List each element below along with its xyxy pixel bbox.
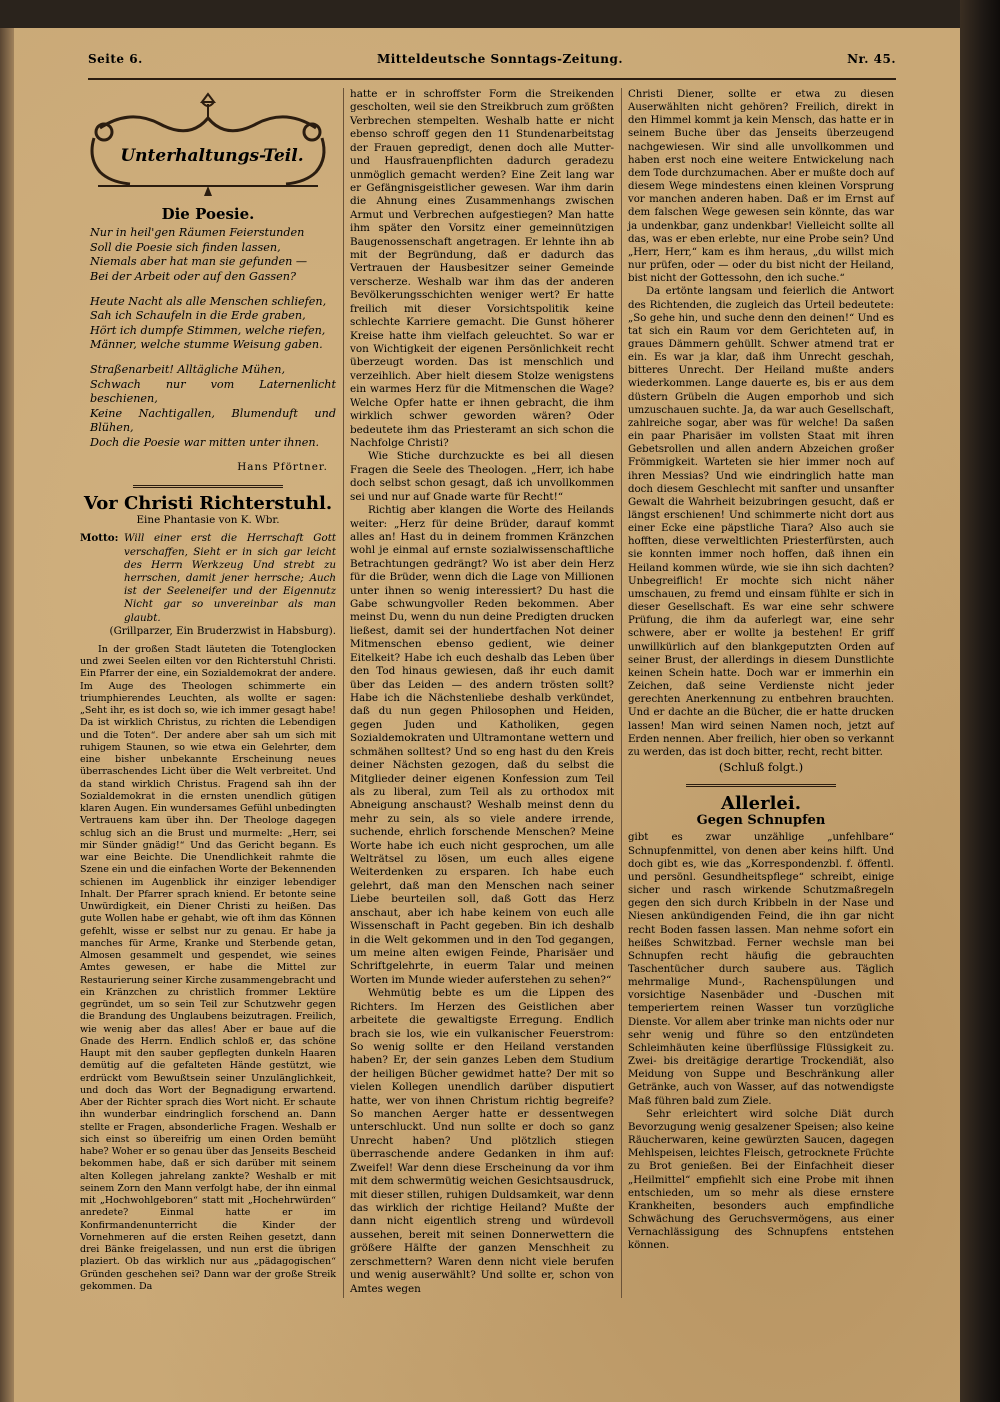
issue-number: Nr. 45. [847, 52, 896, 66]
separator-rule [686, 784, 836, 787]
story-paragraph: Da ertönte langsam und feierlich die Antwort des Richtenden, die zugleich das Urteil bedeutete: „So gehe hin, und suche denn den deinen!“ Und es tat sich ein Raum vor dem Gerichteten auf, in graues Dämmern gehüllt. Schwer atmend trat er ein. Es war ja klar, daß ihm Unrecht geschah, bitteres Unrecht. Der Heiland mußte anders wiederkommen. Lange dauerte es, bis er aus dem düstern Grübeln die Augen emporhob und sich umzuschauen suchte. Ja, da war auch Gesellschaft, zahlreiche sogar, aber was für welche! Da saßen ein paar Pharisäer im vollsten Staat mit ihren Gebetsrollen und allen andern Abzeichen großer Frömmigkeit. Warteten sie hier immer noch auf ihren Messias? Und wie eindringlich hatte man doch diesem Geschlecht mit sanfter und unsanfter Gewalt die Wahrheit beizubringen gesucht, daß er längst erschienen! Und schimmerte nicht dort aus einer Ecke eine päpstliche Tiara? Also auch sie hofften, diese verweltlichten Priesterfürsten, auch sie konnten immer noch hoffen, daß ihnen ein Heiland kommen würde, wie sie ihn sich dachten? Unbegreiflich! Er mochte sich nicht näher umschauen, zu fremd und einsam fühlte er sich in dieser Gesellschaft. Es war eine sehr schwere Prüfung, die ihm da auferlegt war, eine sehr schwere, aber er wollte ja bestehen! Er griff unwillkürlich auf den blankgeputzten Orden auf seiner Brust, der allerdings in diesem Dunstlichte keinen Schein hatte. Doch war er immerhin ein Zeichen, daß seine Verdienste nicht jeder gerechten Anerkennung zu entbehren brauchten. Und er dachte an die Bücher, die er hatte drucken lassen! Man wird seinen Namen noch, jetzt auf Erden nennen. Aber freilich, hier oben so verkannt zu werden, das ist doch bitter, recht, recht bitter. [628, 286, 894, 758]
column-divider [343, 88, 344, 1298]
book-spine [960, 0, 1000, 1402]
poem-line: Schwach nur vom Laternenlicht beschienen, [90, 377, 336, 406]
page-number: Seite 6. [88, 52, 143, 66]
story-subtitle: Eine Phantasie von K. Wbr. [136, 514, 280, 527]
poem-author: Hans Pförtner. [237, 460, 328, 473]
poem-line: Männer, welche stumme Weisung gaben. [90, 338, 323, 352]
motto-source: (Grillparzer, Ein Bruderzwist in Habsburg). [109, 624, 336, 637]
poem-line: Heute Nacht als alle Menschen schliefen, [90, 294, 327, 308]
column-1 [80, 88, 336, 1293]
misc-paragraph: Sehr erleichtert wird solche Diät durch Bevorzugung wenig gesalzener Speisen; also keine Räucherwaren, keine gewürzten Saucen, dagegen Mehlspeisen, leichtes Fleisch, getrocknete Früchte zu Brot genießen. Bei der Einfachheit dieser „Heilmittel“ empfiehlt sich eine Probe mit ihnen entschieden, um so mehr als diese ernstere Krankheiten, besonders auch empfindliche Schwächung des Geruchsvermögens, aus einer Vernachlässigung des Schnupfens entstehen können. [628, 1108, 894, 1252]
misc-subtitle: Gegen Schnupfen [696, 813, 826, 829]
separator-rule [133, 485, 283, 488]
poem-line: Bei der Arbeit oder auf den Gassen? [90, 270, 296, 284]
header-rule [88, 78, 896, 80]
motto-label: Motto: [80, 532, 119, 545]
poem-line: Hört ich dumpfe Stimmen, welche riefen, [90, 323, 326, 337]
story-paragraph: In der großen Stadt läuteten die Totenglocken und zwei Seelen eilten vor den Richterstuhl Christi. Ein Pfarrer der eine, ein Sozialdemokrat der andere. Im Auge des Theologen schimmerte ein triumphierendes Leuchten, als wollte er sagen: „Seht ihr, es ist doch so, wie ich immer gesagt habe! Da ist wirklich Christus, zu richten die Lebendigen und die Toten“. Der andere aber sah um sich mit ruhigem Staunen, so wie etwa ein Gelehrter, dem eine bisher unbekannte Erscheinung neues überraschendes Licht über die Welt verbreitet. Und da stand wirklich Christus. Fragend sah ihn der Sozialdemokrat in die ernsten unendlich gütigen klaren Augen. Ein wundersames Gefühl unbedingten Vertrauens kam über ihn. Der Theologe dagegen schlug sich an die Brust und murmelte: „Herr, sei mir Sünder gnädig!“ Und das Gericht begann. Es war eine Beichte. Die Unendlichkeit rahmte die Szene ein und die einfachen Worte der Bekennenden schienen im Augenblick ihr einziger lebendiger Inhalt. Der Pfarrer sprach kniend. Er betonte seine Unwürdigkeit, ein Diener Christi zu heißen. Das gute Wollen habe er gehabt, wie oft ihm das Können gefehlt, wisse er selbst nur zu genau. Er habe ja manches für Arme, Kranke und Sterbende getan, Almosen gesammelt und gespendet, wie seines Amtes gewesen, er habe die Mittel zur Restaurierung seiner Kirche zusammengebracht und ein Kränzchen zu christlich frommer Lektüre gegründet, um so sein Teil zur Schutzwehr gegen die Brandung des Unglaubens beizutragen. Freilich, wie wenig aber das alles! Aber er baue auf die Gnade des Herrn. Endlich schloß er, das schöne Haupt mit den sauber gepflegten dunkeln Haaren demütig auf die gefalteten Hände gestützt, wie erdrückt vom Bewußtsein seiner Unzulänglichkeit, und doch das Wort der Begnadigung erwartend. Aber der Richter sprach dies Wort nicht. Er schaute ihn wunderbar eindringlich forschend an. Dann stellte er Fragen, absonderliche Fragen. Weshalb er sich einst so übereifrig um einen Orden bemüht habe? Woher er so genau über das Jenseits Bescheid bekommen habe, daß er sich darüber mit seinem alten Kollegen jahrelang zankte? Weshalb er mit seinem Zorn den Mann verfolgt habe, der ihn einmal mit „Hochwohlgeboren“ statt mit „Hochehrwürden“ anredete? Einmal hatte er im Konfirmandenunterricht die Kinder der Vornehmeren auf die ersten Reihen gesetzt, dann drei Bänke freigelassen, und nun erst die übrigen plaziert. Ob das wirklich nur aus „pädagogischen“ Gründen geschehen sei? Dann war der große Streik gekommen. Da [80, 643, 336, 1292]
poem-line: Sah ich Schaufeln in die Erde graben, [90, 309, 306, 323]
poem-line: Straßenarbeit! Alltägliche Mühen, [90, 363, 286, 376]
story-title: Vor Christi Richterstuhl. [83, 492, 333, 514]
motto [80, 532, 336, 638]
story-paragraph: hatte er in schroffster Form die Streikenden gescholten, weil sie den Streikbruch zum größten Verbrechen stempelten. Weshalb hatte er nicht ebenso schroff gegen den 11 Stundenarbeitstag der Frauen gepredigt, denen doch alle Mutter- und Hausfrauenpflichten dadurch geradezu unmöglich gemacht werden? Eine Zeit lang war er Gefängnisgeistlicher gewesen. War ihm darin die Ahnung eines Zusammenhangs zwischen Armut und Verbrechen aufgestiegen? Man hatte ihm später den Vorsitz einer gemeinnützigen Baugenossenschaft angetragen. Er lehnte ihn ab mit der Begründung, daß er dadurch das Vertrauen der Hausbesitzer seiner Gemeinde verscherze. Weshalb war ihm das der anderen Bevölkerungsschichten weniger wert? Er hatte freilich mit dieser Vorsichtspolitik keine schlechte Karriere gemacht. Die Gunst höherer Kreise hatte ihm vielfach geleuchtet. So war er von Wichtigkeit der eigenen Persönlichkeit recht überzeugt worden. Das ist menschlich und verzeihlich. Aber hielt diesem Stolze wenigstens ein warmes Herz für die Mitmenschen die Wage? Welche Opfer hatte er ihnen gebracht, die ihm wirklich schwer geworden wären? Oder bedeutete ihm das Priesteramt an sich schon die Nachfolge Christi? [350, 88, 614, 449]
poem-stanza [90, 295, 336, 353]
story-paragraph: Richtig aber klangen die Worte des Heilands weiter: „Herz für deine Brüder, darauf kommt alles an! Hast du in deinem frommen Kränzchen wohl je einmal auf ernste sozialwissenschaftliche Betrachtungen gedrängt? Wo ist aber dein Herz für die Brüder, wenn dich die Lage von Millionen unter ihnen so wenig interessiert? Du hast die Gabe schwungvoller Reden bekommen. Aber meinst Du, wenn du nun deine Predigten drucken ließest, damit sei der hundertfachen Not deiner Mitmenschen ebenso gedient, wie deiner Eitelkeit? Habe ich euch deshalb das Leben über den Tod hinaus gewiesen, daß ihr euch damit über das Leiden — des andern trösten sollt? Habe ich die Nächstenliebe deshalb verkündet, daß du nun gegen Philosophen und Heiden, gegen Juden und Katholiken, gegen Sozialdemokraten und Ultramontane wettern und schmähen solltest? Und so eng hast du den Kreis deiner Nächsten gezogen, daß du selbst die Mitglieder deiner eigenen Konfession zum Teil als zu liberal, zum Teil als zu orthodox mit Abneigung anschaust? Weshalb meinst denn du mehr zu sein, als so viele andere irrende, suchende, ehrlich forschende Menschen? Meine Worte habe ich euch nicht gesprochen, um alle Welträtsel zu lösen, um euch alles eigene Weiterdenken zu ersparen. Ich habe euch gelehrt, daß man den Menschen nach seiner Liebe beurteilen soll, daß Gott das Herz anschaut, aber ich habe keinem von euch alle Wissenschaft in Pacht gegeben. Bin ich deshalb in die Welt gekommen und in den Tod gegangen, um meine alten ewigen Feinde, Pharisäer und Schriftgelehrte, in euerm Talar und meinen Worten im Munde wieder auferstehen zu sehen?“ [350, 504, 614, 986]
poem-line: Niemals aber hat man sie gefunden — [90, 255, 308, 269]
poem-line: Nur in heil'gen Räumen Feierstunden [90, 226, 305, 240]
misc-paragraph: gibt es zwar unzählige „unfehlbare“ Schnupfenmittel, von denen aber keins hilft. Und doch gibt es, wie das „Korrespondenzbl. f. öffentl. und persönl. Gesundheitspflege“ schreibt, einige sicher und rasch wirkende Schutzmaßregeln gegen den sich durch Kribbeln in der Nase und Niesen ankündigenden Feind, die ihn gar nicht recht Boden fassen lassen. Man nehme sofort ein heißes Schwitzbad. Ferner wechsle man bei Schnupfen recht häufig die gebrauchten Taschentücher durch saubere aus. Täglich mehrmalige Mund-, Rachenspülungen und vorsichtige Nasenbäder und -Duschen mit temperiertem reinen Wasser tun vorzügliche Dienste. Vor allem aber trinke man nichts oder nur sehr wenig und führe so den entzündeten Schleimhäuten keine überflüssige Flüssigkeit zu. Zwei- bis dreitägige derartige Trockendiät, also Meidung von Suppe und Beschränkung aller Getränke, auch von Wasser, auf das notwendigste Maß führen bald zum Ziele. [628, 832, 894, 1107]
poem-line: Soll die Poesie sich finden lassen, [90, 240, 281, 254]
story-closing: (Schluß folgt.) [718, 759, 804, 774]
column-3 [628, 88, 894, 1252]
column-2 [350, 88, 614, 1296]
section-ornament [80, 88, 336, 204]
poem-body [80, 226, 336, 450]
poem-line: Doch die Poesie war mitten unter ihnen. [90, 435, 320, 449]
story-paragraph: Wehmütig bebte es um die Lippen des Richters. Im Herzen des Geistlichen aber arbeitete die gewaltigste Erregung. Endlich brach sie los, wie ein vulkanischer Feuerstrom: So wenig sollte er den Heiland verstanden haben? Er, der sein ganzes Leben dem Studium der heiligen Bücher gewidmet hatte? Der mit so vielen Kollegen unendlich darüber disputiert hatte, wer von ihnen Christum richtig begreife? So manchen Aerger hatte er dessentwegen unterschluckt. Und nun sollte er doch so ganz Unrecht haben? Und plötzlich stiegen überraschende andere Gedanken in ihm auf: Zweifel! War denn diese Erscheinung da vor ihm mit dem schwermütig weichen Gesichtsausdruck, mit dieser stillen, ruhigen Duldsamkeit, war denn das wirklich der richtige Heiland? Mußte der dann nicht eigentlich streng und würdevoll aussehen, bereit mit seinen Donnerwettern die größere Hälfte der ganzen Menschheit zu zerschmettern? Waren denn nicht viele berufen und wenig auserwählt? Und sollte er, schon von Amtes wegen [350, 987, 614, 1295]
misc-title: Allerlei. [721, 793, 801, 815]
masthead: Mitteldeutsche Sonntags-Zeitung. [376, 52, 624, 66]
poem-title: Die Poesie. [161, 205, 255, 223]
story-paragraph: Wie Stiche durchzuckte es bei all diesen Fragen die Seele des Theologen. „Herr, ich habe doch selbst schon gesagt, daß ich unvollkommen sei und nur auf Gnade warte für Recht!“ [350, 450, 614, 503]
poem-stanza [90, 363, 336, 451]
page-left-edge [0, 28, 14, 1402]
poem-line: Keine Nachtigallen, Blumenduft und Blühen, [90, 406, 336, 435]
motto-text: Will einer erst die Herrschaft Gott verschaffen, Sieht er in sich gar leicht des Herrn Werkzeug Und strebt zu herrschen, damit jener herrsche; Auch ist der Seeleneifer und der Eigennutz Nicht gar so unvereinbar als man glaubt. [124, 532, 336, 624]
section-title: Unterhaltungs-Teil. [120, 146, 304, 166]
poem-stanza [90, 226, 336, 284]
story-paragraph: Christi Diener, sollte er etwa zu diesen Auserwählten nicht gehören? Freilich, direkt in den Himmel kommt ja kein Mensch, das hatte er in seinem Buche über das Jenseits überzeugend nachgewiesen. Wir sind alle unvollkommen und haben erst noch eine weitere Entwickelung nach dem Tode durchzumachen. Aber er mußte doch auf diesem Wege mindestens einen kleinen Vorsprung vor manchen anderen haben. Daß er im Ernst auf dem falschen Wege gewesen sein könnte, das war ja undenkbar, ganz undenkbar! Vielleicht sollte all das, was er eben erlebte, nur eine Probe sein? Und „Herr, Herr,“ kam es ihm heraus, „du willst mich nur prüfen, oder — oder du bist nicht der Heiland, bist nicht der Gottessohn, den ich suche.“ [628, 89, 894, 285]
column-divider [621, 88, 622, 1298]
